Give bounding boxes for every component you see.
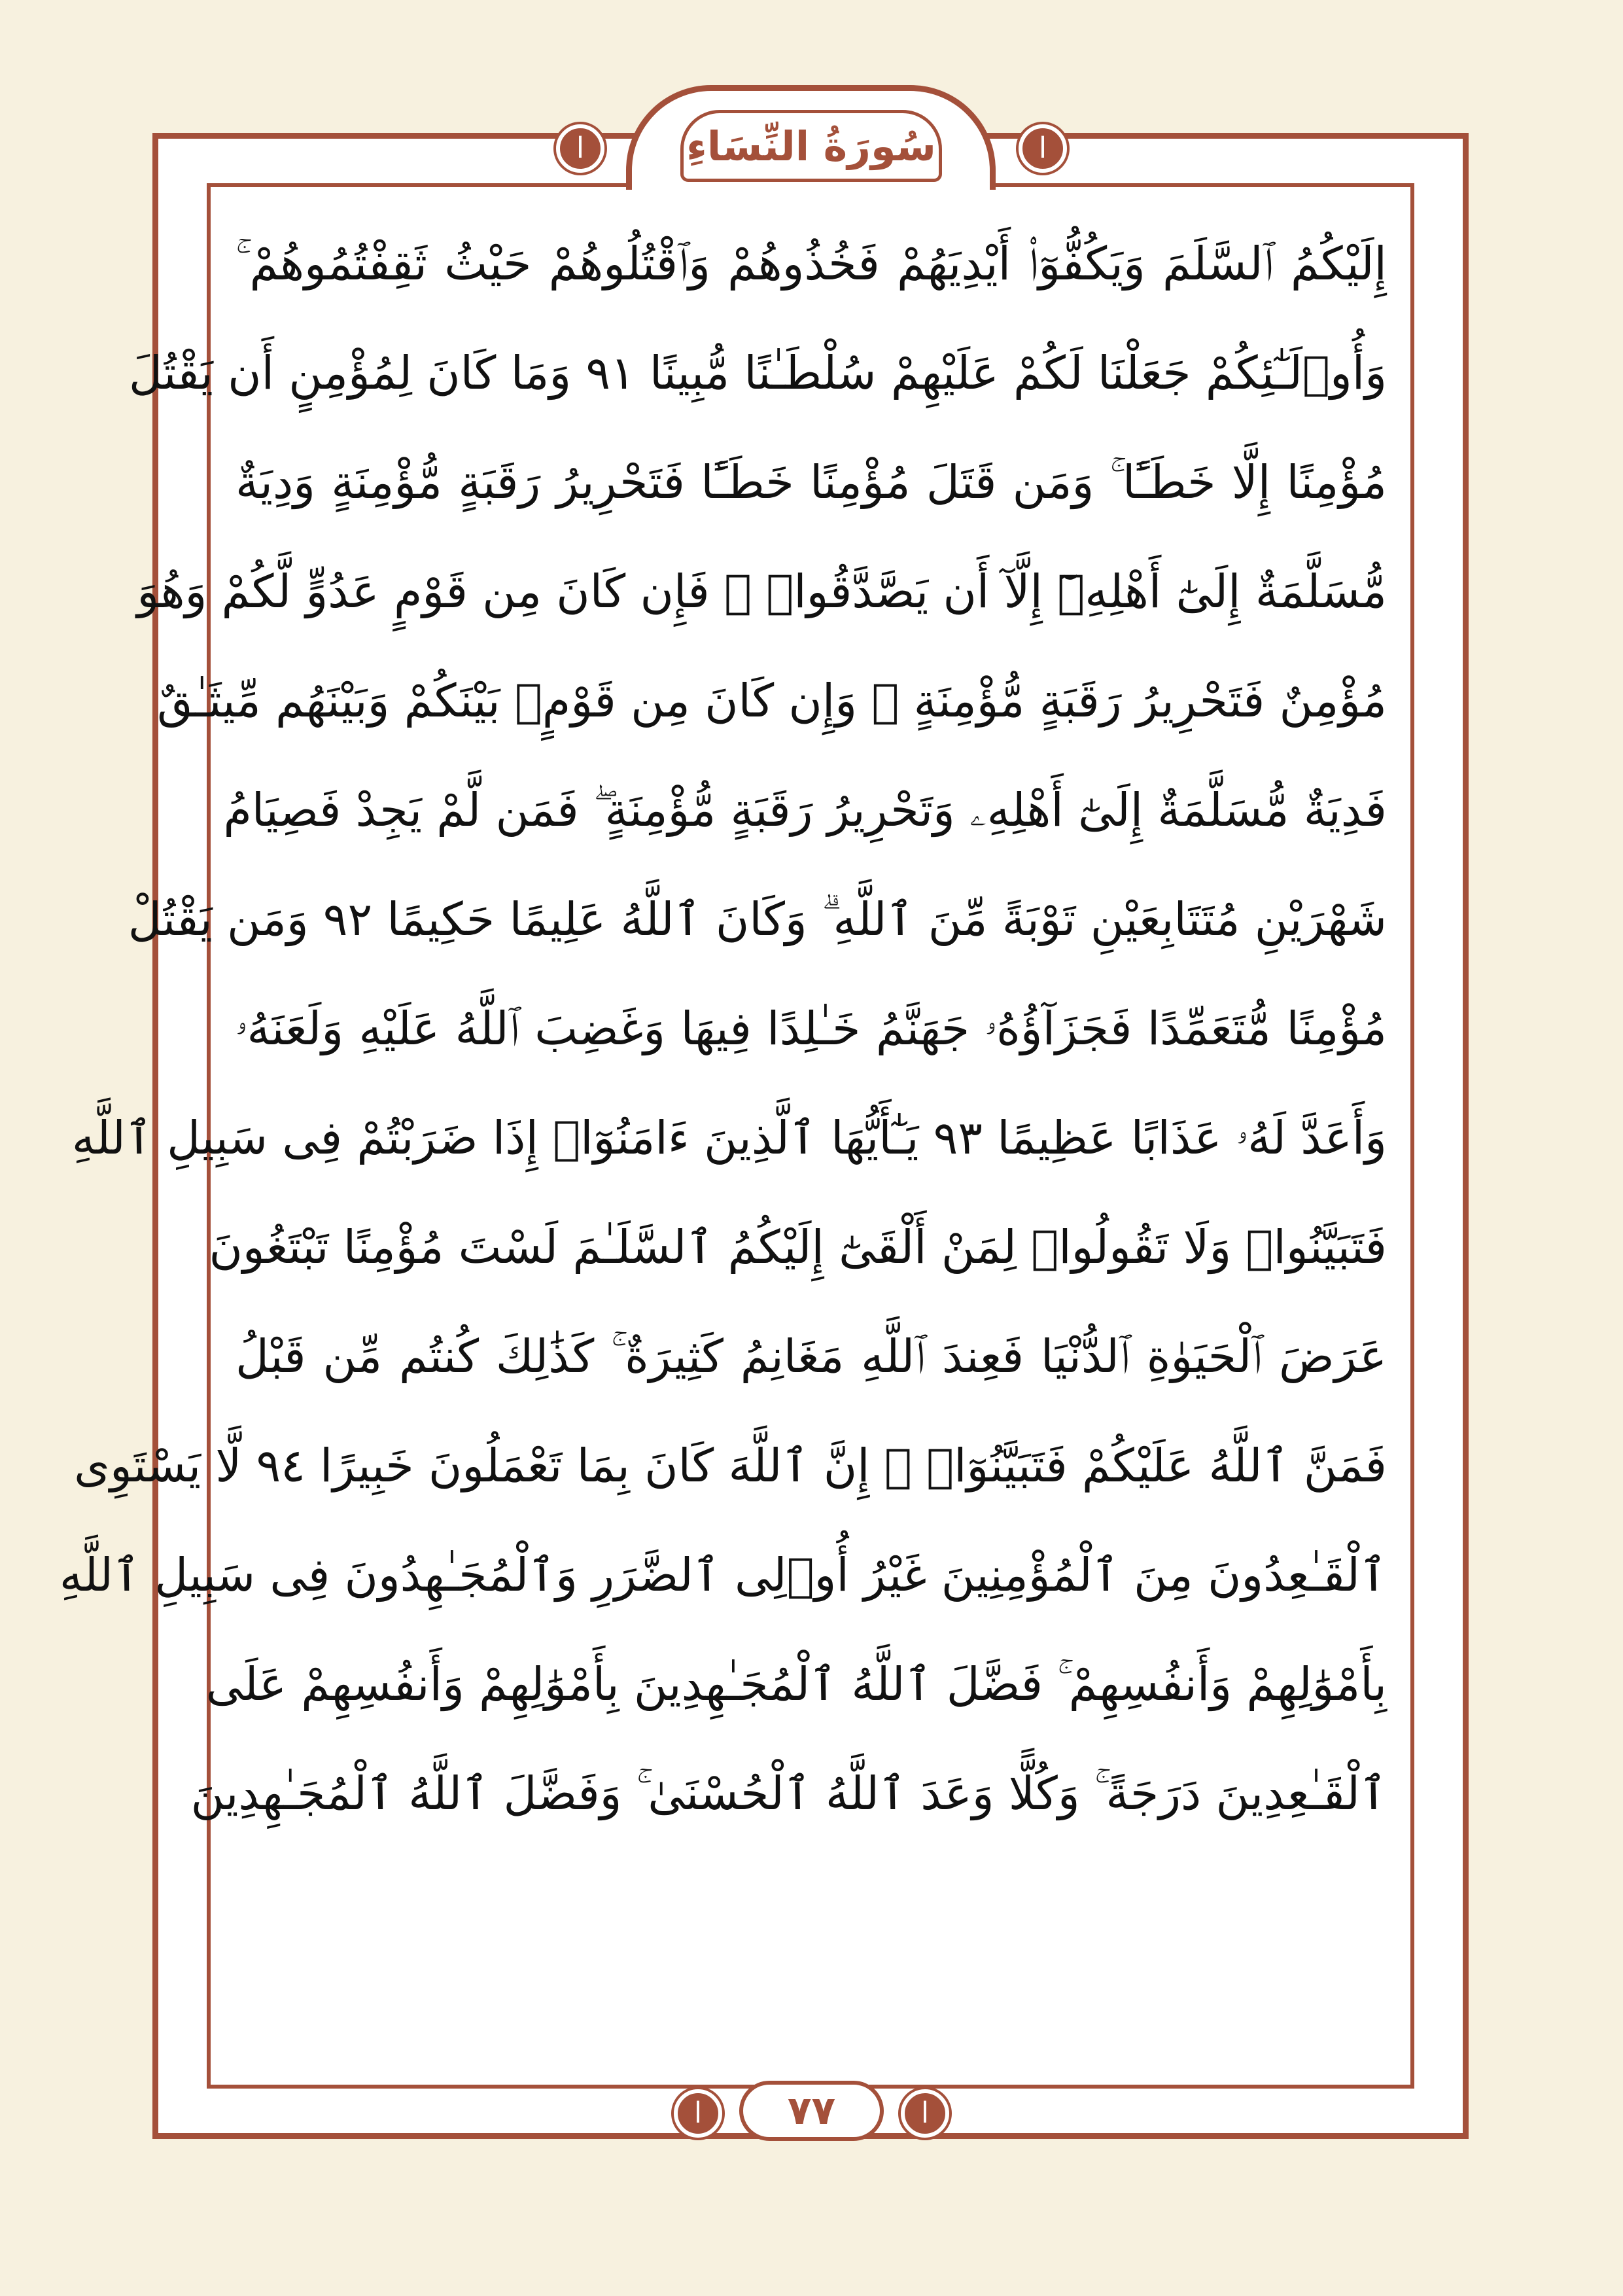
text-line-9: وَأَعَدَّ لَهُۥ عَذَابًا عَظِيمًا ٩٣ يَـٰٓأَيُّهَا ٱلَّذِينَ ءَامَنُوٓا۟ إِذَا ضَرَبْتُمْ فِى سَبِيلِ ٱللَّهِ — [71, 1111, 1387, 1165]
footer-ornament-right-icon: ا — [901, 2089, 949, 2138]
text-line-2: وَأُو۟لَـٰٓئِكُمْ جَعَلْنَا لَكُمْ عَلَيْهِمْ سُلْطَـٰنًا مُّبِينًا ٩١ وَمَا كَانَ لِمُؤْمِنٍ أَن يَقْتُلَ — [128, 346, 1387, 400]
ornament-right-icon: ا — [1019, 124, 1067, 173]
text-line-6: فَدِيَةٌ مُّسَلَّمَةٌ إِلَىٰٓ أَهْلِهِۦ وَتَحْرِيرُ رَقَبَةٍ مُّؤْمِنَةٍ ۖ فَمَن لَّمْ يَجِدْ فَصِيَامُ — [223, 783, 1387, 837]
text-line-10: فَتَبَيَّنُوا۟ وَلَا تَقُولُوا۟ لِمَنْ أَلْقَىٰٓ إِلَيْكُمُ ٱلسَّلَـٰمَ لَسْتَ مُؤْمِنًا تَبْتَغُونَ — [209, 1220, 1387, 1274]
text-line-12: فَمَنَّ ٱللَّهُ عَلَيْكُمْ فَتَبَيَّنُوٓا۟ ۚ إِنَّ ٱللَّهَ كَانَ بِمَا تَعْمَلُونَ خَبِيرًا ٩٤ لَّا يَسْتَوِى — [74, 1439, 1387, 1492]
ornament-left-icon: ا — [556, 124, 604, 173]
text-line-3: مُؤْمِنًا إِلَّا خَطَـًٔا ۚ وَمَن قَتَلَ مُؤْمِنًا خَطَـًٔا فَتَحْرِيرُ رَقَبَةٍ مُّؤْمِنَةٍ وَدِيَةٌ — [236, 455, 1387, 509]
text-line-13: ٱلْقَـٰعِدُونَ مِنَ ٱلْمُؤْمِنِينَ غَيْرُ أُو۟لِى ٱلضَّرَرِ وَٱلْمُجَـٰهِدُونَ فِى سَبِيلِ ٱللَّهِ — [59, 1548, 1387, 1602]
text-line-4: مُّسَلَّمَةٌ إِلَىٰٓ أَهْلِهِۦٓ إِلَّآ أَن يَصَّدَّقُوا۟ ۚ فَإِن كَانَ مِن قَوْمٍ عَدُوٍّ لَّكُمْ وَهُوَ — [137, 565, 1387, 618]
footer-ornament-left-icon: ا — [674, 2089, 722, 2138]
page-number: ٧٧ — [787, 2088, 836, 2134]
text-line-14: بِأَمْوَٰلِهِمْ وَأَنفُسِهِمْ ۚ فَضَّلَ ٱللَّهُ ٱلْمُجَـٰهِدِينَ بِأَمْوَٰلِهِمْ وَأَنفُسِهِمْ عَلَى — [205, 1657, 1387, 1711]
text-line-7: شَهْرَيْنِ مُتَتَابِعَيْنِ تَوْبَةً مِّنَ ٱللَّهِ ۗ وَكَانَ ٱللَّهُ عَلِيمًا حَكِيمًا ٩٢ وَمَن يَقْتُلْ — [128, 892, 1387, 946]
text-line-11: عَرَضَ ٱلْحَيَوٰةِ ٱلدُّنْيَا فَعِندَ ٱللَّهِ مَغَانِمُ كَثِيرَةٌ ۚ كَذَٰلِكَ كُنتُم مِّن قَبْلُ — [236, 1330, 1387, 1383]
quran-text-block — [59, 209, 1387, 2068]
surah-name: سُورَةُ النِّسَاءِ — [686, 122, 936, 170]
surah-title-box — [680, 110, 942, 182]
text-line-15: ٱلْقَـٰعِدِينَ دَرَجَةً ۚ وَكُلًّا وَعَدَ ٱللَّهُ ٱلْحُسْنَىٰ ۚ وَفَضَّلَ ٱللَّهُ ٱلْمُجَـٰهِدِينَ — [190, 1767, 1387, 1820]
text-line-5: مُؤْمِنٌ فَتَحْرِيرُ رَقَبَةٍ مُّؤْمِنَةٍ ۖ وَإِن كَانَ مِن قَوْمٍۭ بَيْنَكُمْ وَبَيْنَهُم مِّيثَـٰقٌ — [157, 674, 1387, 728]
text-line-8: مُؤْمِنًا مُّتَعَمِّدًا فَجَزَآؤُهُۥ جَهَنَّمُ خَـٰلِدًا فِيهَا وَغَضِبَ ٱللَّهُ عَلَيْهِ وَلَعَنَهُۥ — [236, 1002, 1387, 1055]
text-line-1: إِلَيْكُمُ ٱلسَّلَمَ وَيَكُفُّوٓا۟ أَيْدِيَهُمْ فَخُذُوهُمْ وَٱقْتُلُوهُمْ حَيْثُ ثَقِفْتُمُوهُمْ ۚ — [236, 237, 1387, 291]
page-number-tab — [739, 2081, 884, 2141]
